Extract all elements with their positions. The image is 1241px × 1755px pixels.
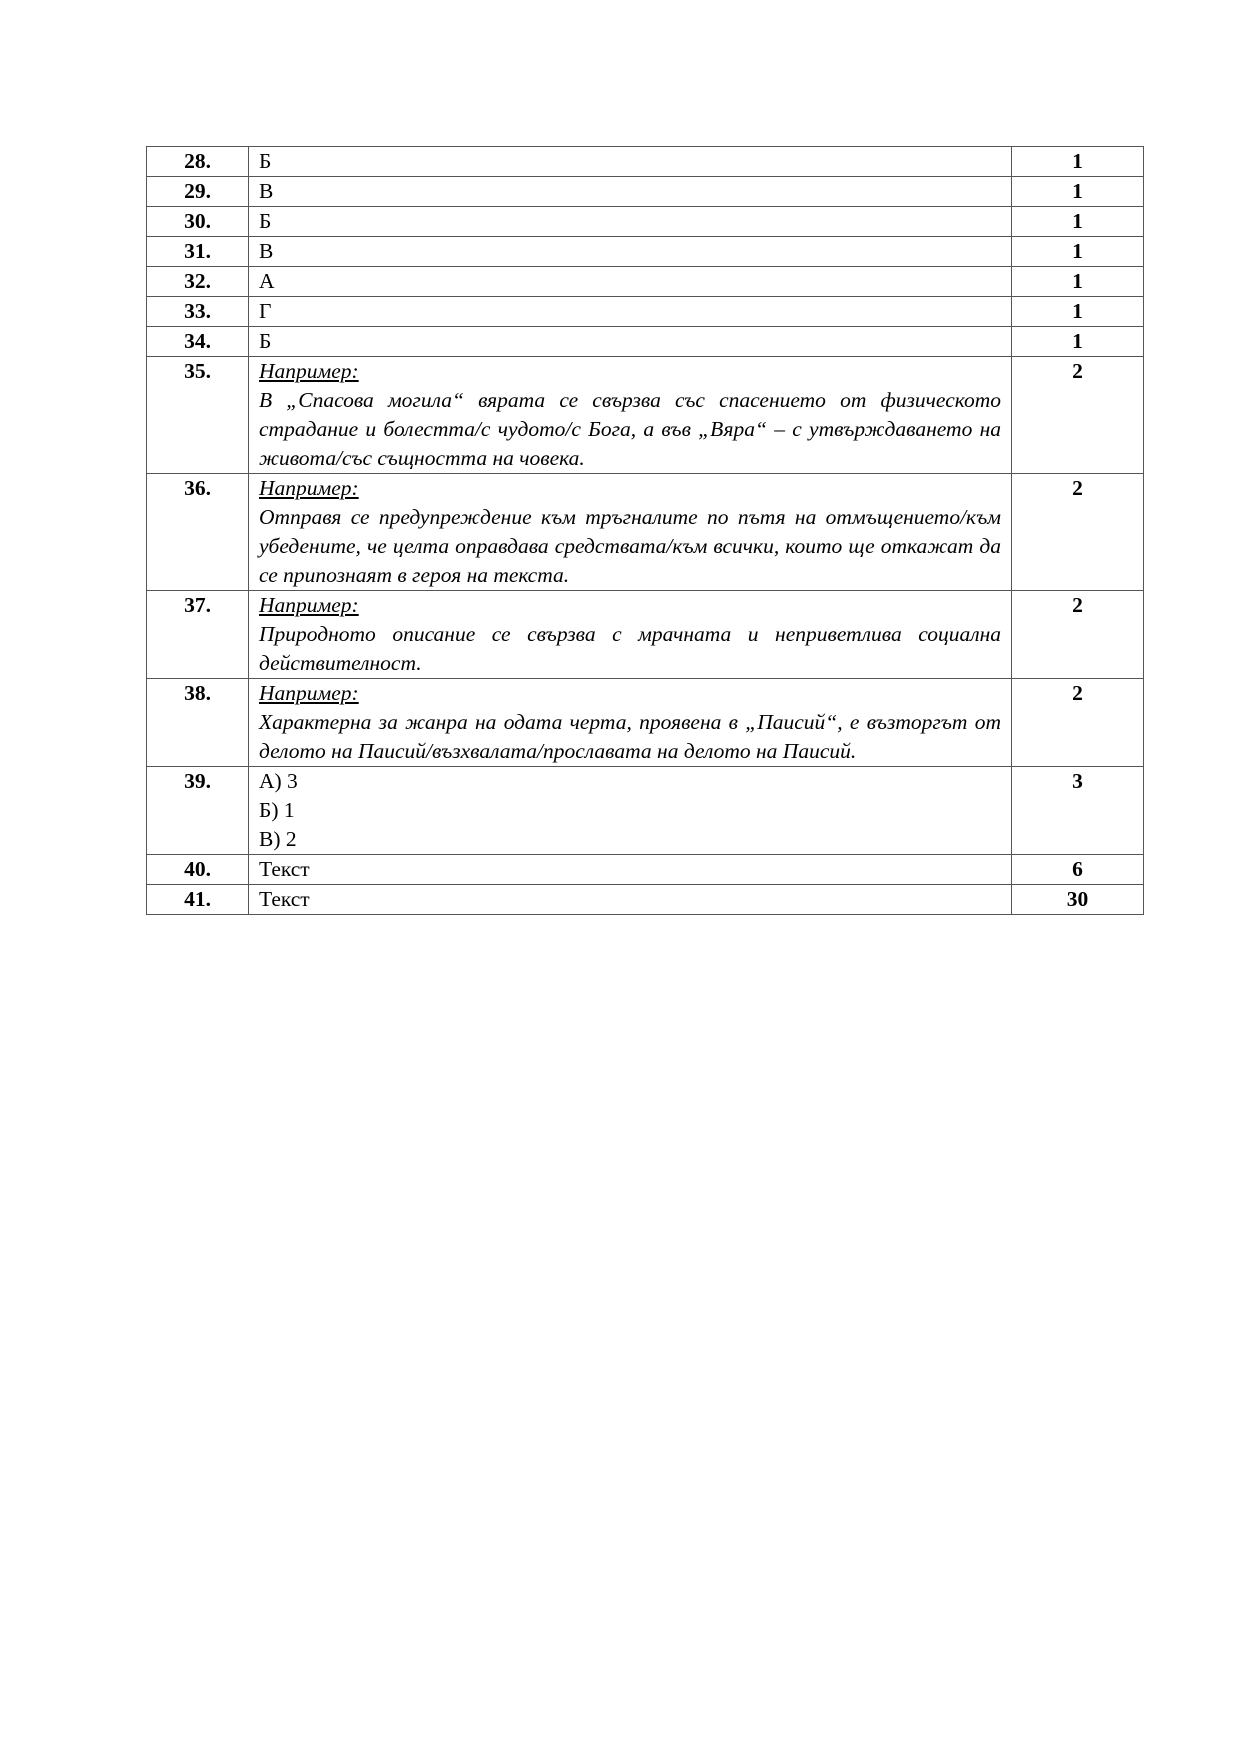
points-cell: 1 xyxy=(1012,327,1144,357)
question-number: 36. xyxy=(147,474,249,591)
example-label: Например: xyxy=(259,359,359,383)
answer-cell: Г xyxy=(249,297,1012,327)
example-label: Например: xyxy=(259,593,359,617)
table-row xyxy=(147,591,1144,679)
points-cell: 1 xyxy=(1012,177,1144,207)
table-row xyxy=(147,147,1144,177)
table-row xyxy=(147,177,1144,207)
answer-cell: А xyxy=(249,267,1012,297)
answer-cell xyxy=(249,767,1012,855)
table-row xyxy=(147,297,1144,327)
question-number: 33. xyxy=(147,297,249,327)
question-number: 40. xyxy=(147,855,249,885)
example-answer-text: Отправя се предупреждение към тръгналите по пътя на отмъщението/към убедените, че целта оправдава средствата/към всички, които ще откажат да се припознаят в героя на текста. xyxy=(259,505,1001,587)
answer-cell: Б xyxy=(249,207,1012,237)
answer-cell: Текст xyxy=(249,855,1012,885)
answer-cell xyxy=(249,679,1012,767)
table-row xyxy=(147,474,1144,591)
answer-key-table xyxy=(146,146,1144,915)
example-answer-text: Природното описание се свързва с мрачната и неприветлива социална действителност. xyxy=(259,622,1001,675)
table-row xyxy=(147,357,1144,474)
points-cell: 2 xyxy=(1012,679,1144,767)
points-cell: 2 xyxy=(1012,591,1144,679)
table-row xyxy=(147,237,1144,267)
question-number: 30. xyxy=(147,207,249,237)
question-number: 41. xyxy=(147,885,249,915)
example-answer-text: В „Спасова могила“ вярата се свързва със спасението от физическото страдание и болестта/с чудото/с Бога, а във „Вяра“ – с утвърждаването на живота/със същността на човека. xyxy=(259,388,1001,470)
answer-cell xyxy=(249,474,1012,591)
points-cell: 2 xyxy=(1012,357,1144,474)
matching-answer-b: Б) 1 xyxy=(259,798,295,822)
points-cell: 1 xyxy=(1012,207,1144,237)
example-label: Например: xyxy=(259,476,359,500)
matching-answer-c: В) 2 xyxy=(259,827,297,851)
table-row xyxy=(147,885,1144,915)
points-cell: 1 xyxy=(1012,297,1144,327)
points-cell: 6 xyxy=(1012,855,1144,885)
question-number: 28. xyxy=(147,147,249,177)
table-row xyxy=(147,207,1144,237)
matching-answer-a: А) 3 xyxy=(259,769,298,793)
question-number: 29. xyxy=(147,177,249,207)
example-label: Например: xyxy=(259,681,359,705)
answer-cell xyxy=(249,357,1012,474)
answer-cell: Б xyxy=(249,327,1012,357)
points-cell: 30 xyxy=(1012,885,1144,915)
answer-cell: В xyxy=(249,237,1012,267)
table-row xyxy=(147,679,1144,767)
question-number: 39. xyxy=(147,767,249,855)
table-row xyxy=(147,855,1144,885)
example-answer-text: Характерна за жанра на одата черта, проявена в „Паисий“, е възторгът от делото на Паисий/възхвалата/прославата на делото на Паисий. xyxy=(259,710,1001,763)
question-number: 34. xyxy=(147,327,249,357)
points-cell: 3 xyxy=(1012,767,1144,855)
question-number: 37. xyxy=(147,591,249,679)
table-row xyxy=(147,327,1144,357)
table-row xyxy=(147,767,1144,855)
question-number: 35. xyxy=(147,357,249,474)
points-cell: 1 xyxy=(1012,147,1144,177)
question-number: 38. xyxy=(147,679,249,767)
answer-cell: Б xyxy=(249,147,1012,177)
answer-cell: Текст xyxy=(249,885,1012,915)
answer-cell xyxy=(249,591,1012,679)
question-number: 32. xyxy=(147,267,249,297)
question-number: 31. xyxy=(147,237,249,267)
answer-cell: В xyxy=(249,177,1012,207)
points-cell: 1 xyxy=(1012,237,1144,267)
table-row xyxy=(147,267,1144,297)
points-cell: 1 xyxy=(1012,267,1144,297)
points-cell: 2 xyxy=(1012,474,1144,591)
